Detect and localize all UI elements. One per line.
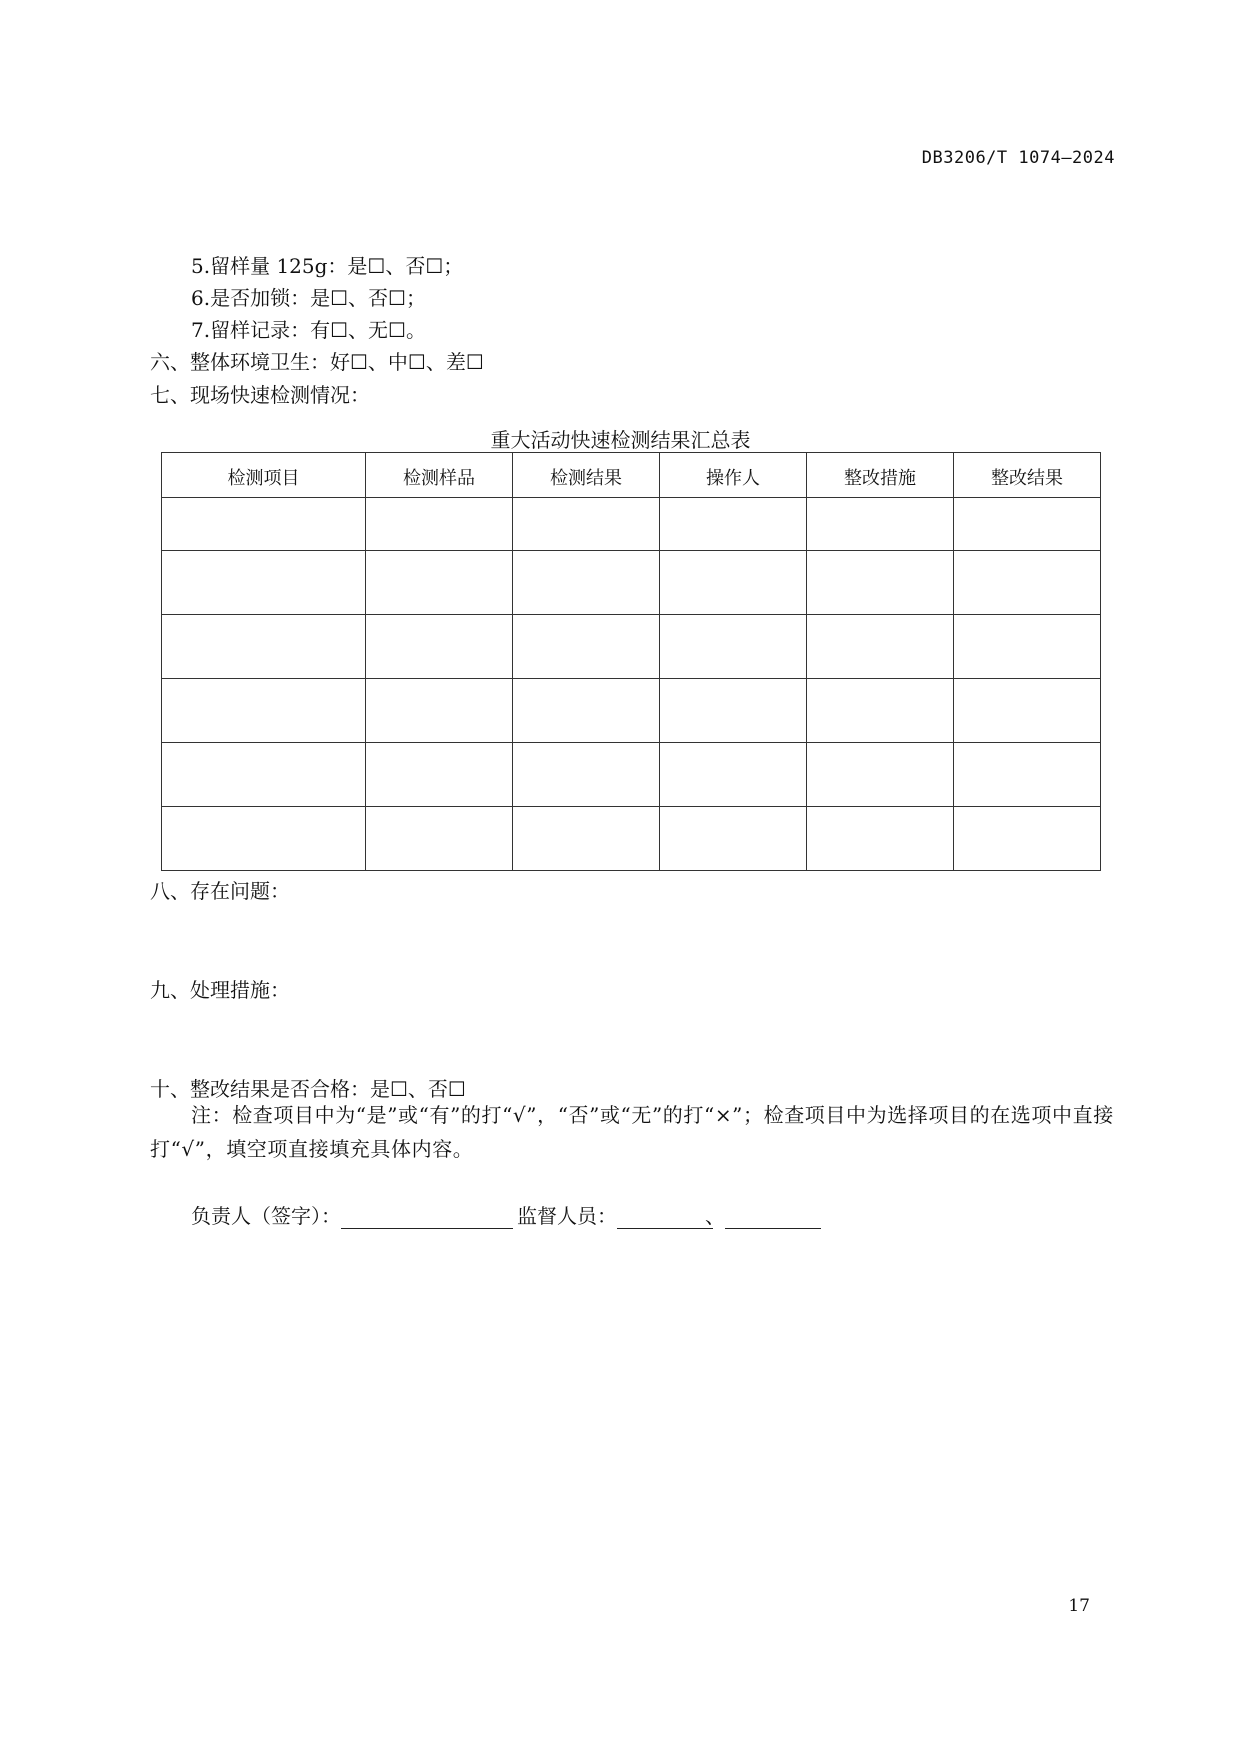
table-row (162, 498, 1101, 551)
table-cell[interactable] (513, 679, 660, 743)
table-cell[interactable] (660, 498, 807, 551)
table-row (162, 679, 1101, 743)
table-cell[interactable] (807, 807, 954, 871)
header-test-sample: 检测样品 (366, 453, 513, 498)
document-code: DB3206/T 1074—2024 (921, 148, 1115, 168)
responsible-signature-blank[interactable] (341, 1206, 513, 1229)
table-cell[interactable] (954, 679, 1101, 743)
page-number: 17 (1068, 1596, 1090, 1616)
rapid-test-summary-table (161, 452, 1101, 871)
table-cell[interactable] (513, 498, 660, 551)
table-cell[interactable] (954, 807, 1101, 871)
table-cell[interactable] (660, 551, 807, 615)
table-cell[interactable] (162, 498, 366, 551)
table-cell[interactable] (162, 615, 366, 679)
table-header-row (162, 453, 1101, 498)
section-environment-hygiene: 六、整体环境卫生：好☐、中☐、差☐ (150, 350, 484, 374)
table-cell[interactable] (660, 743, 807, 807)
table-row (162, 551, 1101, 615)
table-cell[interactable] (366, 498, 513, 551)
section-rectification-qualified: 十、整改结果是否合格：是☐、否☐ (150, 1077, 466, 1101)
section-existing-problems: 八、存在问题： (150, 879, 290, 903)
table-cell[interactable] (954, 615, 1101, 679)
table-cell[interactable] (513, 807, 660, 871)
table-cell[interactable] (660, 679, 807, 743)
note-paragraph: 注：检查项目中为“是”或“有”的打“√”，“否”或“无”的打“×”；检查项目中为选择项目的在选项中直接打“√”，填空项直接填充具体内容。 (150, 1103, 1114, 1161)
section-handling-measures: 九、处理措施： (150, 978, 290, 1002)
table-row (162, 807, 1101, 871)
checklist-item-sample-record: 7.留样记录：有☐、无☐。 (191, 318, 426, 342)
header-test-result: 检测结果 (513, 453, 660, 498)
table-cell[interactable] (807, 679, 954, 743)
table-cell[interactable] (366, 679, 513, 743)
table-cell[interactable] (162, 743, 366, 807)
supervisor-separator: 、 (705, 1204, 725, 1228)
table-title: 重大活动快速检测结果汇总表 (490, 428, 751, 452)
table-cell[interactable] (162, 551, 366, 615)
table-cell[interactable] (366, 551, 513, 615)
section-rapid-test-status: 七、现场快速检测情况： (150, 383, 370, 407)
table-cell[interactable] (513, 743, 660, 807)
table-cell[interactable] (954, 551, 1101, 615)
checklist-item-locked: 6.是否加锁：是☐、否☐； (191, 286, 426, 310)
header-test-item: 检测项目 (162, 453, 366, 498)
table-cell[interactable] (807, 551, 954, 615)
table-cell[interactable] (660, 807, 807, 871)
table-cell[interactable] (162, 679, 366, 743)
responsible-label: 负责人（签字）： (191, 1204, 341, 1228)
supervisor-label: 监督人员： (517, 1204, 617, 1228)
table-cell[interactable] (366, 807, 513, 871)
table-cell[interactable] (513, 615, 660, 679)
table-cell[interactable] (366, 743, 513, 807)
table-cell[interactable] (954, 743, 1101, 807)
table-cell[interactable] (807, 615, 954, 679)
table-cell[interactable] (954, 498, 1101, 551)
table-row (162, 615, 1101, 679)
header-rectification-result: 整改结果 (954, 453, 1101, 498)
table-cell[interactable] (366, 615, 513, 679)
table-row (162, 743, 1101, 807)
table-cell[interactable] (807, 498, 954, 551)
header-operator: 操作人 (660, 453, 807, 498)
checklist-item-sample-quantity: 5.留样量 125g：是☐、否☐； (191, 254, 464, 278)
table-cell[interactable] (807, 743, 954, 807)
supervisor-blank-1[interactable] (617, 1206, 713, 1229)
supervisor-blank-2[interactable] (725, 1206, 821, 1229)
table-cell[interactable] (162, 807, 366, 871)
header-rectification-measures: 整改措施 (807, 453, 954, 498)
signature-line (191, 1200, 821, 1229)
table-cell[interactable] (513, 551, 660, 615)
table-cell[interactable] (660, 615, 807, 679)
